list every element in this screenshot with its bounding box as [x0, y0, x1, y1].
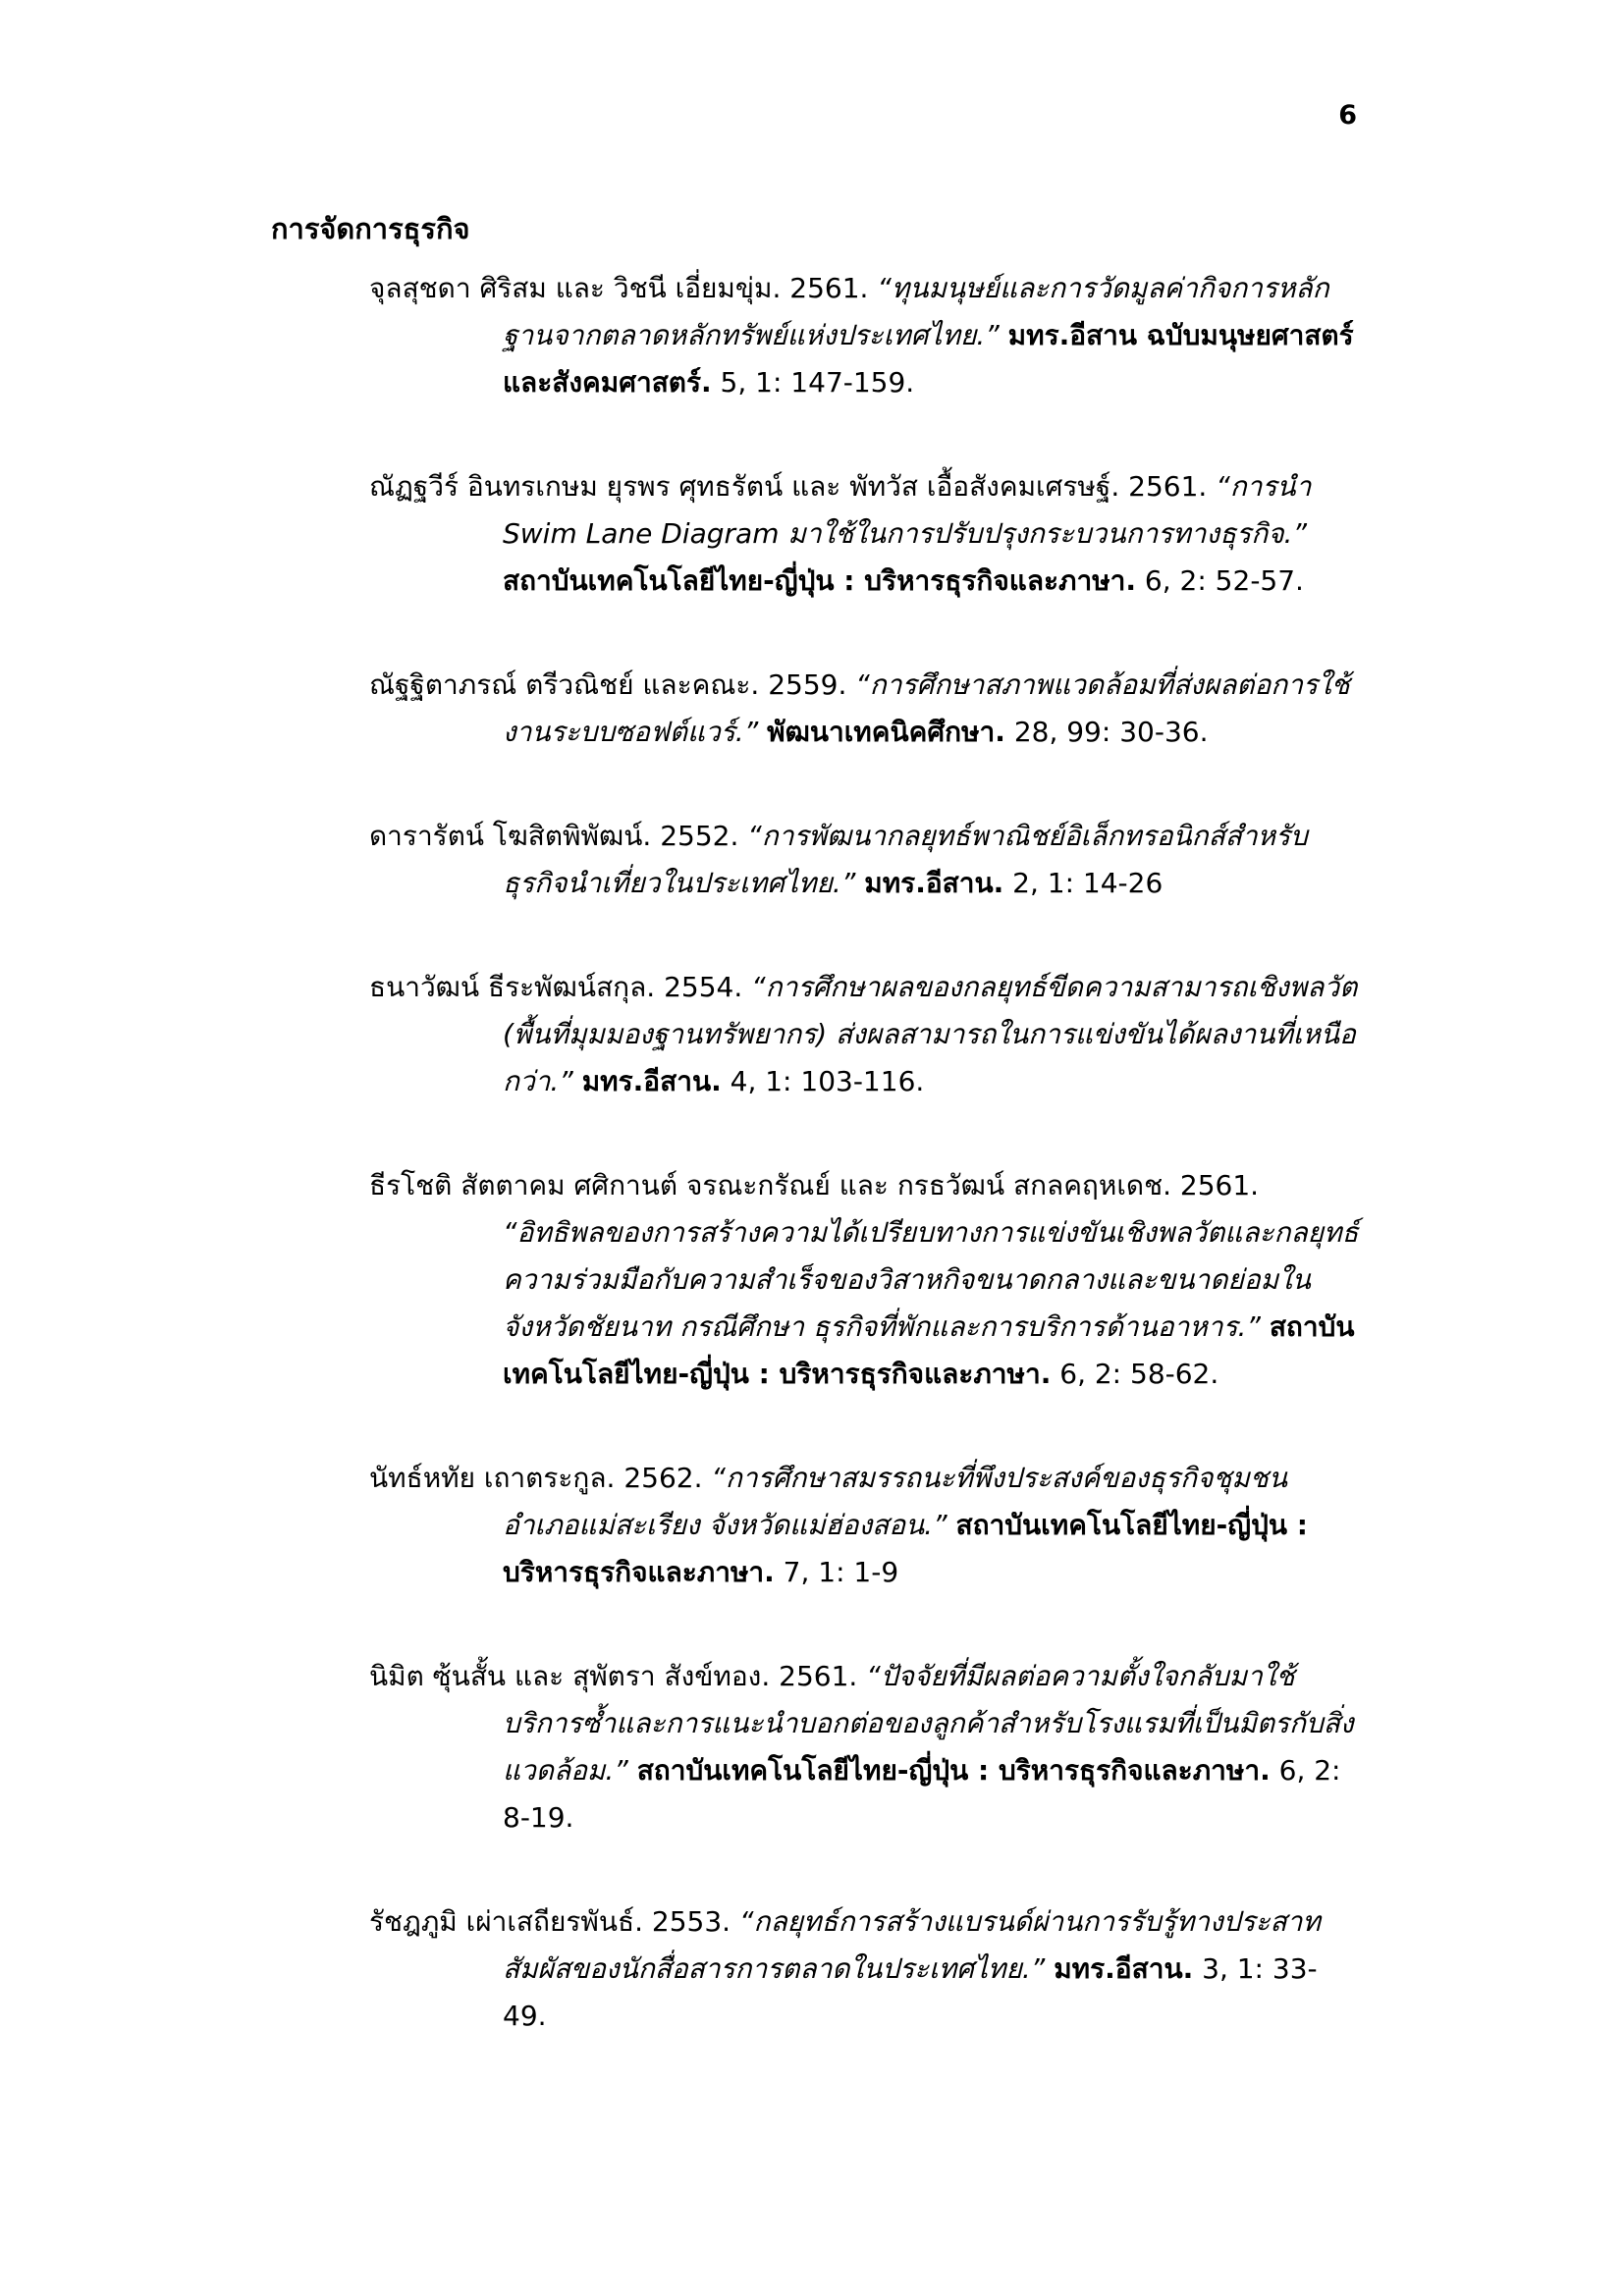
reference-authors: ธีรโชติ สัตตาคม ศศิกานต์ จรณะกรัณย์ และ กรธวัฒน์ สกลคฤหเดช. [369, 1169, 1171, 1201]
reference-authors: รัชฎภูมิ เผ่าเสถียรพันธ์. [369, 1905, 644, 1938]
reference-details: 4, 1: 103-116. [730, 1065, 925, 1097]
page-number: 6 [1338, 100, 1357, 131]
reference-entry [369, 1653, 1361, 1842]
reference-year: 2561. [1128, 470, 1208, 503]
reference-journal: พัฒนาเทคนิคศึกษา. [767, 716, 1005, 748]
reference-authors: ธนาวัฒน์ ธีระพัฒน์สกุล. [369, 971, 656, 1003]
reference-year: 2552. [660, 820, 739, 852]
reference-authors: นัทธ์หทัย เถาตระกูล. [369, 1462, 616, 1494]
reference-title: “อิทธิพลของการสร้างความได้เปรียบทางการแข่งขันเชิงพลวัตและกลยุทธ์ความร่วมมือกับความสำเร็จของวิสาหกิจขนาดกลางและขนาดย่อมในจังหวัดชัยนาท กรณีศึกษา ธุรกิจที่พักและการบริการด้านอาหาร.” [503, 1216, 1359, 1343]
reference-details: 5, 1: 147-159. [720, 366, 915, 399]
reference-authors: ดารารัตน์ โฆสิตพิพัฒน์. [369, 820, 652, 852]
reference-details: 6, 2: 52-57. [1144, 564, 1304, 597]
reference-details: 3, 1: 33-49. [503, 1952, 1318, 2032]
reference-title: “การนำ Swim Lane Diagram มาใช้ในการปรับปรุงกระบวนการทางธุรกิจ.” [503, 470, 1312, 550]
reference-entry [369, 1162, 1361, 1398]
reference-entry [369, 1455, 1361, 1596]
reference-journal: มทร.อีสาน. [581, 1065, 722, 1097]
reference-entry [369, 964, 1361, 1105]
reference-year: 2554. [664, 971, 743, 1003]
reference-journal: สถาบันเทคโนโลยีไทย-ญี่ปุ่น : บริหารธุรกิจและภาษา. [503, 564, 1137, 597]
reference-journal: สถาบันเทคโนโลยีไทย-ญี่ปุ่น : บริหารธุรกิจและภาษา. [503, 1310, 1355, 1390]
reference-list [369, 265, 1361, 2097]
reference-journal: สถาบันเทคโนโลยีไทย-ญี่ปุ่น : บริหารธุรกิจและภาษา. [503, 1509, 1309, 1588]
reference-authors: ณัฏฐวีร์ อินทรเกษม ยุรพร ศุทธรัตน์ และ พัทวัส เอื้อสังคมเศรษฐ์. [369, 470, 1120, 503]
reference-title: “การพัฒนากลยุทธ์พาณิชย์อิเล็กทรอนิกส์สำหรับธุรกิจนำเที่ยวในประเทศไทย.” [503, 820, 1308, 899]
reference-authors: ณัฐฐิตาภรณ์ ตรีวณิชย์ และคณะ. [369, 668, 760, 701]
reference-year: 2561. [789, 272, 869, 304]
reference-entry [369, 463, 1361, 605]
reference-year: 2561. [1179, 1169, 1260, 1201]
reference-year: 2559. [768, 668, 847, 701]
reference-entry [369, 813, 1361, 907]
reference-authors: นิมิต ซุ้นสั้น และ สุพัตรา สังข์ทอง. [369, 1660, 771, 1692]
reference-title: “การศึกษาผลของกลยุทธ์ขีดความสามารถเชิงพลวัต (พื้นที่มุมมองฐานทรัพยากร) ส่งผลสามารถในการแข่งขันได้ผลงานที่เหนือกว่า.” [503, 971, 1358, 1097]
reference-authors: จุลสุชดา ศิริสม และ วิชนี เอี่ยมขุ่ม. [369, 272, 782, 304]
reference-entry [369, 662, 1361, 756]
reference-year: 2553. [651, 1905, 731, 1938]
reference-details: 7, 1: 1-9 [783, 1556, 899, 1588]
reference-entry [369, 1898, 1361, 2040]
reference-title: “กลยุทธ์การสร้างแบรนด์ผ่านการรับรู้ทางประสาทสัมผัสของนักสื่อสารการตลาดในประเทศไทย.” [503, 1905, 1321, 1985]
section-title: การจัดการธุรกิจ [271, 212, 470, 245]
reference-year: 2561. [779, 1660, 858, 1692]
reference-title: “การศึกษาสภาพแวดล้อมที่ส่งผลต่อการใช้งานระบบซอฟต์แวร์.” [503, 668, 1350, 748]
reference-journal: มทร.อีสาน ฉบับมนุษยศาสตร์และสังคมศาสตร์. [503, 319, 1354, 399]
reference-journal: มทร.อีสาน. [864, 867, 1004, 899]
reference-journal: มทร.อีสาน. [1054, 1952, 1194, 1985]
reference-year: 2562. [623, 1462, 703, 1494]
reference-details: 6, 2: 58-62. [1059, 1358, 1219, 1390]
reference-entry [369, 265, 1361, 406]
reference-details: 2, 1: 14-26 [1012, 867, 1164, 899]
reference-journal: สถาบันเทคโนโลยีไทย-ญี่ปุ่น : บริหารธุรกิจและภาษา. [636, 1754, 1271, 1787]
reference-details: 6, 2: 8-19. [503, 1754, 1341, 1834]
reference-details: 28, 99: 30-36. [1013, 716, 1209, 748]
reference-title: “การศึกษาสมรรถนะที่พึงประสงค์ของธุรกิจชุมชนอำเภอแม่สะเรียง จังหวัดแม่ฮ่องสอน.” [503, 1462, 1287, 1541]
reference-title: “ทุนมนุษย์และการวัดมูลค่ากิจการหลักฐานจากตลาดหลักทรัพย์แห่งประเทศไทย.” [503, 272, 1329, 351]
reference-title: “ปัจจัยที่มีผลต่อความตั้งใจกลับมาใช้บริการซ้ำและการแนะนำบอกต่อของลูกค้าสำหรับโรงแรมที่เป็นมิตรกับสิ่งแวดล้อม.” [503, 1660, 1354, 1787]
